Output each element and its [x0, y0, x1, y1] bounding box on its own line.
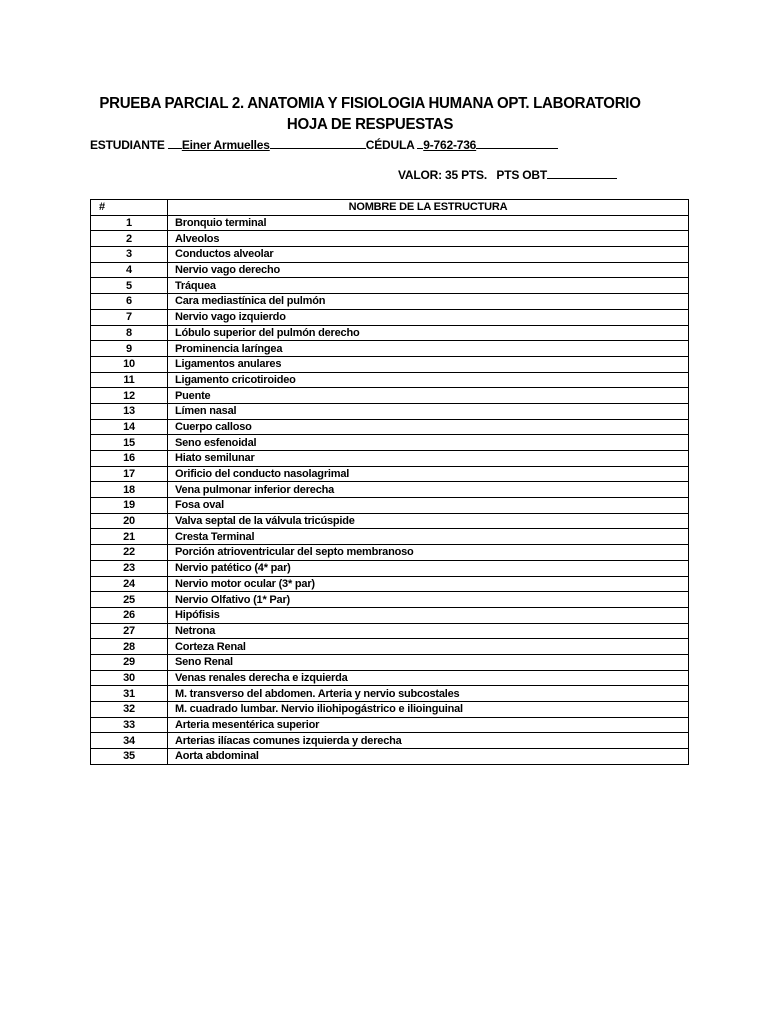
table-row: [91, 498, 689, 514]
row-number: 11: [91, 372, 168, 388]
table-row: [91, 482, 689, 498]
table-row: [91, 576, 689, 592]
row-number: 15: [91, 435, 168, 451]
row-number: 17: [91, 466, 168, 482]
row-number: 8: [91, 325, 168, 341]
structure-name: Cara mediastínica del pulmón: [168, 294, 689, 310]
structure-name: Cresta Terminal: [168, 529, 689, 545]
document-subtitle: HOJA DE RESPUESTAS: [286, 116, 454, 133]
structure-name: Nervio motor ocular (3* par): [168, 576, 689, 592]
table-row: [91, 435, 689, 451]
structure-name: Límen nasal: [168, 403, 689, 419]
table-row: [91, 294, 689, 310]
structure-name: Cuerpo calloso: [168, 419, 689, 435]
structure-name: Hipófisis: [168, 607, 689, 623]
document-title: PRUEBA PARCIAL 2. ANATOMIA Y FISIOLOGIA HUMANA OPT. LABORATORIO: [99, 95, 641, 112]
structure-name: Nervio vago izquierdo: [168, 309, 689, 325]
structure-name: M. transverso del abdomen. Arteria y nervio subcostales: [168, 686, 689, 702]
structure-name: Alveolos: [168, 231, 689, 247]
row-number: 5: [91, 278, 168, 294]
structure-name: Conductos alveolar: [168, 247, 689, 263]
structure-name: Vena pulmonar inferior derecha: [168, 482, 689, 498]
table-row: [91, 654, 689, 670]
structure-name: Porción atrioventricular del septo membranoso: [168, 545, 689, 561]
table-row: [91, 309, 689, 325]
table-row: [91, 560, 689, 576]
table-row: [91, 466, 689, 482]
row-number: 12: [91, 388, 168, 404]
row-number: 26: [91, 607, 168, 623]
table-row: [91, 702, 689, 718]
table-row: [91, 639, 689, 655]
row-number: 19: [91, 498, 168, 514]
row-number: 35: [91, 749, 168, 765]
structure-name: Ligamento cricotiroideo: [168, 372, 689, 388]
table-row: [91, 262, 689, 278]
row-number: 33: [91, 717, 168, 733]
column-header-name: NOMBRE DE LA ESTRUCTURA: [168, 200, 689, 216]
row-number: 14: [91, 419, 168, 435]
structure-name: Netrona: [168, 623, 689, 639]
structure-name: Nervio vago derecho: [168, 262, 689, 278]
structure-name: Valva septal de la válvula tricúspide: [168, 513, 689, 529]
structure-name: Prominencia laríngea: [168, 341, 689, 357]
table-row: [91, 592, 689, 608]
structure-name: Nervio patético (4* par): [168, 560, 689, 576]
structure-name: Tráquea: [168, 278, 689, 294]
row-number: 28: [91, 639, 168, 655]
structure-name: Arterias ilíacas comunes izquierda y derecha: [168, 733, 689, 749]
table-row: [91, 686, 689, 702]
table-row: [91, 717, 689, 733]
table-row: [91, 545, 689, 561]
row-number: 10: [91, 356, 168, 372]
table-row: [91, 403, 689, 419]
column-header-number: #: [91, 200, 168, 216]
row-number: 13: [91, 403, 168, 419]
student-blank-lead: [168, 137, 182, 149]
structure-name: Lóbulo superior del pulmón derecho: [168, 325, 689, 341]
structure-name: Bronquio terminal: [168, 215, 689, 231]
table-row: [91, 733, 689, 749]
row-number: 16: [91, 451, 168, 467]
structure-name: Arteria mesentérica superior: [168, 717, 689, 733]
row-number: 20: [91, 513, 168, 529]
pts-obt-blank: [547, 167, 617, 179]
row-number: 22: [91, 545, 168, 561]
student-blank-trail: [270, 137, 366, 149]
structure-name: Hiato semilunar: [168, 451, 689, 467]
table-row: [91, 513, 689, 529]
student-label: ESTUDIANTE: [90, 138, 168, 152]
table-row: [91, 749, 689, 765]
score-line: [398, 167, 617, 182]
answers-table: [90, 199, 689, 765]
valor-label: VALOR: 35 PTS.: [398, 168, 487, 182]
row-number: 31: [91, 686, 168, 702]
table-row: [91, 607, 689, 623]
structure-name: Venas renales derecha e izquierda: [168, 670, 689, 686]
row-number: 27: [91, 623, 168, 639]
row-number: 18: [91, 482, 168, 498]
row-number: 32: [91, 702, 168, 718]
structure-name: Orificio del conducto nasolagrimal: [168, 466, 689, 482]
structure-name: Puente: [168, 388, 689, 404]
row-number: 7: [91, 309, 168, 325]
table-row: [91, 215, 689, 231]
table-row: [91, 529, 689, 545]
structure-name: Ligamentos anulares: [168, 356, 689, 372]
table-row: [91, 325, 689, 341]
table-row: [91, 451, 689, 467]
table-row: [91, 670, 689, 686]
pts-obt-label: PTS OBT: [496, 168, 548, 182]
row-number: 29: [91, 654, 168, 670]
row-number: 2: [91, 231, 168, 247]
row-number: 9: [91, 341, 168, 357]
table-row: [91, 388, 689, 404]
structure-name: Seno Renal: [168, 654, 689, 670]
table-row: [91, 247, 689, 263]
structure-name: Aorta abdominal: [168, 749, 689, 765]
table-header-row: [91, 200, 689, 216]
table-row: [91, 372, 689, 388]
student-name: Einer Armuelles: [181, 138, 270, 152]
row-number: 25: [91, 592, 168, 608]
structure-name: Corteza Renal: [168, 639, 689, 655]
student-info-line: [90, 137, 558, 152]
row-number: 23: [91, 560, 168, 576]
structure-name: Seno esfenoidal: [168, 435, 689, 451]
table-row: [91, 419, 689, 435]
structure-name: M. cuadrado lumbar. Nervio iliohipogástrico e ilioinguinal: [168, 702, 689, 718]
row-number: 30: [91, 670, 168, 686]
row-number: 24: [91, 576, 168, 592]
table-row: [91, 278, 689, 294]
table-row: [91, 231, 689, 247]
row-number: 6: [91, 294, 168, 310]
cedula-value: 9-762-736: [423, 138, 477, 152]
row-number: 4: [91, 262, 168, 278]
structure-name: Fosa oval: [168, 498, 689, 514]
table-row: [91, 341, 689, 357]
row-number: 1: [91, 215, 168, 231]
table-row: [91, 356, 689, 372]
structure-name: Nervio Olfativo (1* Par): [168, 592, 689, 608]
cedula-label: CÉDULA: [365, 138, 418, 152]
row-number: 21: [91, 529, 168, 545]
table-row: [91, 623, 689, 639]
row-number: 3: [91, 247, 168, 263]
cedula-blank-trail: [476, 137, 558, 149]
row-number: 34: [91, 733, 168, 749]
